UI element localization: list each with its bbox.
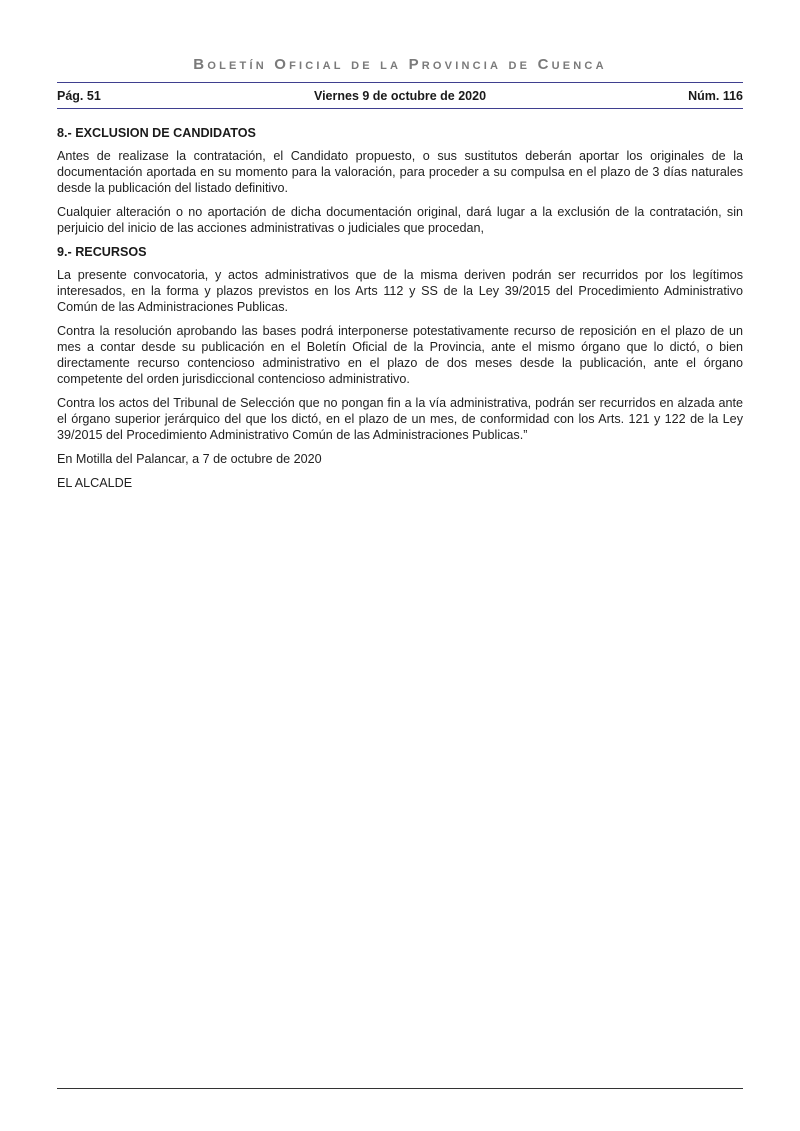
section-exclusion	[57, 125, 743, 236]
section-heading: 9.- RECURSOS	[57, 245, 147, 259]
page-number: Pág. 51	[57, 89, 101, 103]
header-top-rule	[57, 82, 743, 83]
section-heading: 8.- EXCLUSION DE CANDIDATOS	[57, 126, 256, 140]
place-and-date: En Motilla del Palancar, a 7 de octubre de 2020	[57, 452, 322, 466]
paragraph: La presente convocatoria, y actos administrativos que de la misma deriven podrán ser recurridos por los legítimos interesados, en la forma y plazos previstos en los Arts 112 y SS de la Ley 39/2015 del Procedimiento Administrativo Común de las Administraciones Publicas.	[57, 268, 743, 314]
paragraph: Cualquier alteración o no aportación de dicha documentación original, dará lugar a la exclusión de la contratación, sin perjuicio del inicio de las acciones administrativas o judiciales que procedan,	[57, 205, 743, 235]
paragraph: Contra los actos del Tribunal de Selección que no pongan fin a la vía administrativa, podrán ser recurridos en alzada ante el órgano superior jerárquico del que los dictó, en el plazo de un mes, de conformidad con los Arts. 121 y 122 de la Ley 39/2015 del Procedimiento Administrativo Común de las Administraciones Publicas.”	[57, 396, 743, 442]
page-header	[57, 89, 743, 107]
paragraph: Antes de realizase la contratación, el Candidato propuesto, o sus sustitutos deberán aportar los originales de la documentación aportada en su momento para la valoración, para proceder a su compulsa en el plazo de 3 días naturales desde la publicación del listado definitivo.	[57, 149, 743, 195]
paragraph: Contra la resolución aprobando las bases podrá interponerse potestativamente recurso de reposición en el plazo de un mes a contar desde su publicación en el Boletín Oficial de la Provincia, ante el mismo órgano que lo dictó, o bien directamente recurso contencioso administrativo en el plazo de dos meses desde la publicación, ante el órgano competente del orden jurisdiccional contencioso administrativo.	[57, 324, 743, 386]
bulletin-masthead: Boletín Oficial de la Provincia de Cuenca	[193, 56, 607, 73]
header-bottom-rule	[57, 108, 743, 109]
issue-number: Núm. 116	[688, 89, 743, 103]
footer-rule	[57, 1088, 743, 1089]
signatory: EL ALCALDE	[57, 476, 133, 490]
document-body	[57, 125, 743, 499]
section-recursos	[57, 244, 743, 443]
issue-date: Viernes 9 de octubre de 2020	[313, 89, 487, 103]
